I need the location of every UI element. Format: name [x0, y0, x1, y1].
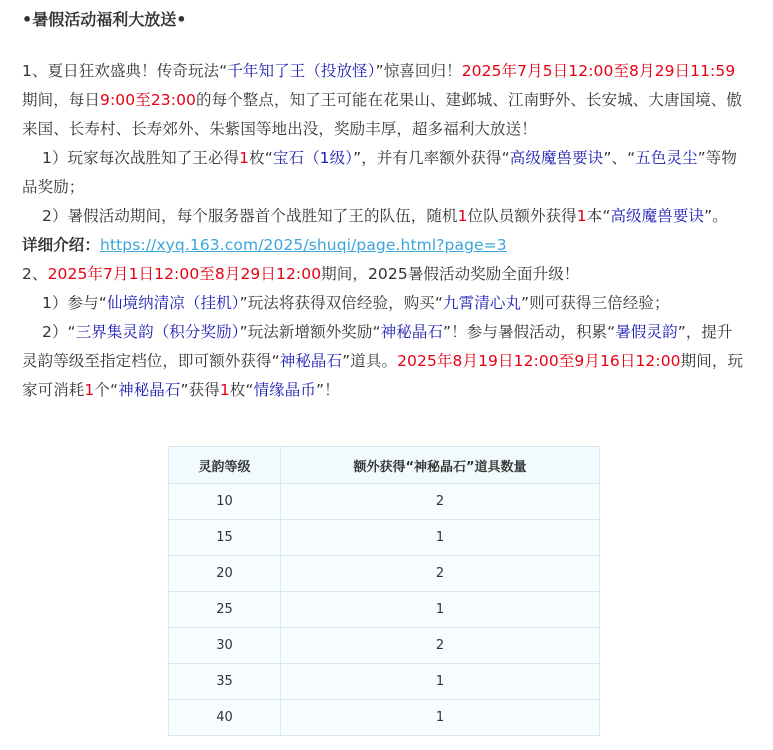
- table-row: [169, 700, 600, 736]
- table-row: [169, 520, 600, 556]
- text-run: 1、夏日狂欢盛典！传奇玩法“: [22, 62, 228, 80]
- text-run: ”，提升灵韵等级至指定档位，即可额外获得“: [22, 323, 733, 370]
- highlight-item: 高级魔兽要诀: [509, 149, 604, 167]
- text-run: 1）参与“: [42, 294, 107, 312]
- highlight-item: 神秘晶石: [118, 381, 181, 399]
- cell-amount: 1: [281, 592, 600, 628]
- text-run: 期间，玩家可消耗: [22, 352, 744, 399]
- highlight-item: 仙境纳清凉（挂机）: [106, 294, 240, 312]
- highlight-time: 1: [84, 381, 95, 399]
- text-run: ”则可获得三倍经验；: [521, 294, 670, 312]
- cell-level: 35: [169, 664, 281, 700]
- cell-level: 25: [169, 592, 281, 628]
- highlight-item: 五色灵尘: [635, 149, 698, 167]
- bonus-table: [168, 446, 600, 736]
- header-amount: 额外获得“神秘晶石”道具数量: [281, 447, 600, 484]
- text-run: ”，并有几率额外获得“: [353, 149, 510, 167]
- table-row: [169, 628, 600, 664]
- text-run: 位队员额外获得: [467, 207, 577, 225]
- text-run: 个“: [94, 381, 119, 399]
- cell-level: 20: [169, 556, 281, 592]
- section1-intro: [22, 57, 746, 144]
- table-header-row: [169, 447, 600, 484]
- header-level: 灵韵等级: [169, 447, 281, 484]
- highlight-time: 1: [219, 381, 230, 399]
- highlight-time: 2025年8月19日12:00至9月16日12:00: [397, 352, 681, 370]
- text-run: 1）玩家每次战胜知了王必得: [42, 149, 240, 167]
- cell-level: 40: [169, 700, 281, 736]
- section1-item2: [22, 202, 746, 231]
- highlight-item: 宝石（1级）: [272, 149, 354, 167]
- highlight-item: 九霄清心丸: [443, 294, 522, 312]
- text-run: 的每个整点，知了王可能在花果山、建邺城、江南野外、长安城、大唐国境、傲来国、长寿村、长寿郊外、朱紫国等地出没，奖励丰厚，超多福利大放送！: [22, 91, 743, 138]
- text-run: 枚“: [229, 381, 254, 399]
- cell-amount: 2: [281, 556, 600, 592]
- detail-label: 详细介绍：: [22, 236, 101, 254]
- highlight-time: 2025年7月1日12:00至8月29日12:00: [47, 265, 322, 283]
- text-run: ”。: [704, 207, 728, 225]
- text-run: ”惊喜回归！: [375, 62, 462, 80]
- highlight-item: 神秘晶石: [380, 323, 444, 341]
- cell-level: 15: [169, 520, 281, 556]
- highlight-time: 1: [239, 149, 250, 167]
- cell-amount: 1: [281, 664, 600, 700]
- text-run: 本“: [586, 207, 611, 225]
- text-run: ”！: [315, 381, 340, 399]
- page-title: •暑假活动福利大放送•: [22, 10, 187, 29]
- text-run: ”！参与暑假活动，积累“: [443, 323, 616, 341]
- text-run: ”、“: [603, 149, 636, 167]
- text-run: ”获得: [180, 381, 220, 399]
- highlight-time: 1: [576, 207, 587, 225]
- text-run: 2）暑假活动期间，每个服务器首个战胜知了王的队伍，随机: [42, 207, 458, 225]
- text-run: ”玩法新增额外奖励“: [239, 323, 381, 341]
- section2-item2: [22, 318, 746, 405]
- highlight-item: 情缘晶币: [253, 381, 316, 399]
- cell-amount: 2: [281, 484, 600, 520]
- section2-intro: [22, 260, 746, 289]
- cell-level: 10: [169, 484, 281, 520]
- cell-level: 30: [169, 628, 281, 664]
- table-row: [169, 484, 600, 520]
- section2-item1: [22, 289, 746, 318]
- detail-row: [22, 231, 746, 260]
- highlight-time: 9:00至23:00: [100, 91, 196, 109]
- highlight-time: 1: [457, 207, 468, 225]
- text-run: 2）“: [42, 323, 76, 341]
- article-body: [22, 57, 746, 405]
- text-run: 期间，2025暑假活动奖励全面升级！: [321, 265, 580, 283]
- cell-amount: 1: [281, 700, 600, 736]
- detail-link[interactable]: https://xyq.163.com/2025/shuqi/page.html?page=3: [100, 236, 507, 254]
- text-run: 枚“: [249, 149, 273, 167]
- text-run: 2、: [22, 265, 48, 283]
- cell-amount: 2: [281, 628, 600, 664]
- highlight-item: 暑假灵韵: [615, 323, 678, 341]
- cell-amount: 1: [281, 520, 600, 556]
- text-run: ”玩法将获得双倍经验，购买“: [239, 294, 444, 312]
- text-run: 期间，每日: [22, 91, 101, 109]
- text-run: ”等物品奖励；: [22, 149, 737, 196]
- highlight-time: 2025年7月5日12:00至8月29日11:59: [461, 62, 736, 80]
- highlight-item: 千年知了王（投放怪）: [227, 62, 376, 80]
- highlight-item: 神秘晶石: [279, 352, 343, 370]
- highlight-item: 高级魔兽要诀: [610, 207, 705, 225]
- section1-item1: [22, 144, 746, 202]
- table-row: [169, 664, 600, 700]
- text-run: ”道具。: [342, 352, 398, 370]
- table-row: [169, 592, 600, 628]
- table-row: [169, 556, 600, 592]
- highlight-item: 三界集灵韵（积分奖励）: [75, 323, 240, 341]
